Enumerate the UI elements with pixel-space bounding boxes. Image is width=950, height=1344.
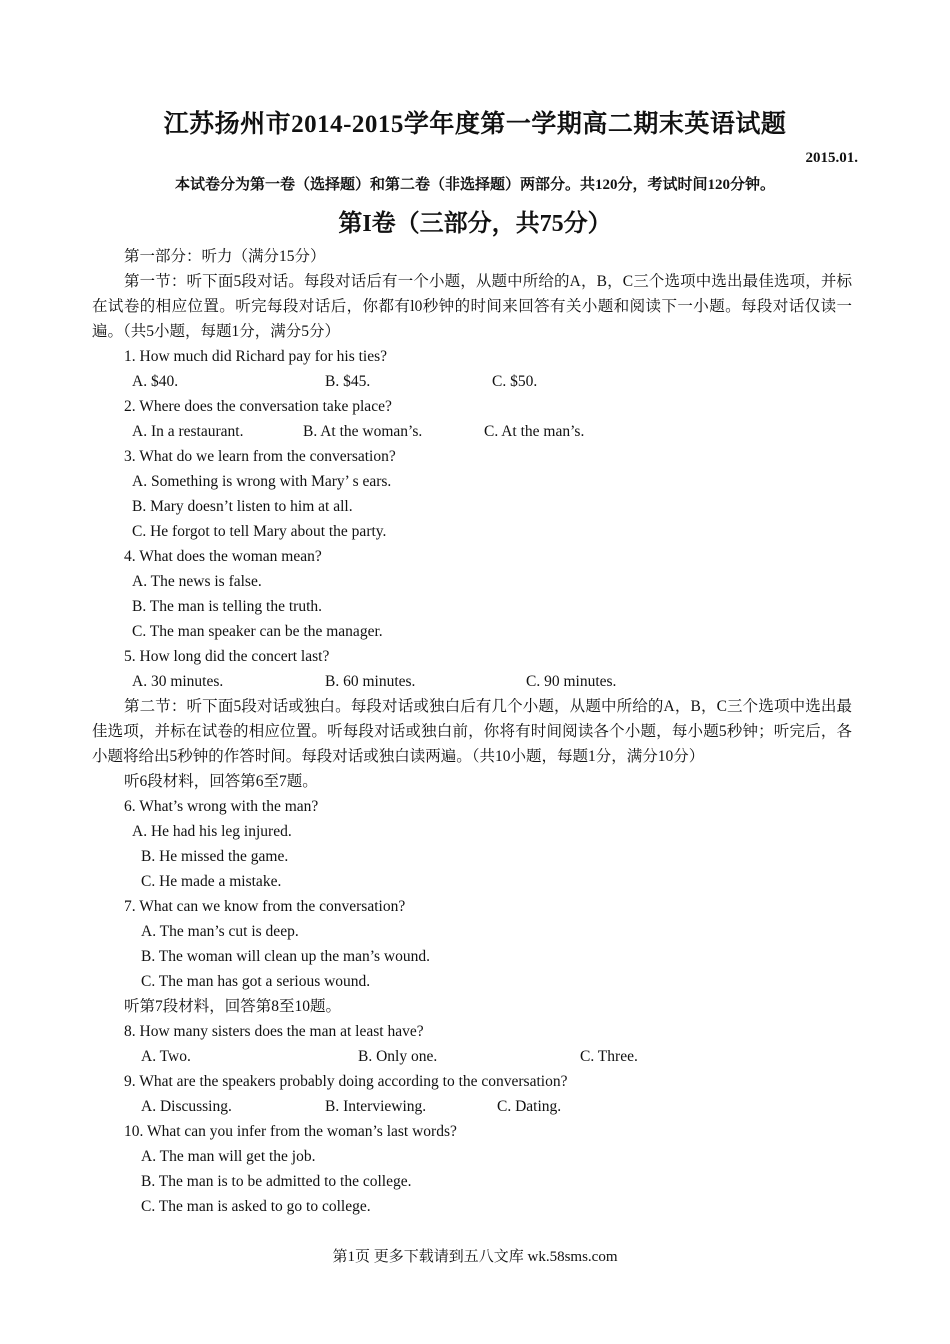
option-row	[92, 419, 852, 444]
option-a: A. He had his leg injured.	[132, 823, 292, 840]
question-stem: 7. What can we know from the conversation?	[124, 898, 406, 915]
option-a: A. 30 minutes.	[132, 673, 224, 690]
option-row	[92, 369, 852, 394]
option-row	[92, 669, 852, 694]
option-a: A. The man’s cut is deep.	[141, 923, 299, 940]
option-c: C. 90 minutes.	[526, 673, 617, 690]
question-stem: 10. What can you infer from the woman’s last words?	[124, 1123, 457, 1140]
question-stem: 6. What’s wrong with the man?	[124, 798, 319, 815]
option-c: C. He made a mistake.	[141, 873, 282, 890]
option-b: B. Only one.	[358, 1048, 438, 1065]
option-row	[92, 1044, 852, 1069]
part-title: 第I卷（三部分，共75分）	[338, 211, 612, 237]
exam-intro: 本试卷分为第一卷（选择题）和第二卷（非选择题）两部分。共120分，考试时间120分钟。	[174, 177, 775, 193]
section-instructions: 第一节：听下面5段对话。每段对话后有一个小题，从题中所给的A，B，C三个选项中选出最佳选项，并标在试卷的相应位置。听完每段对话后，你都有l0秒钟的时间来回答有关小题和阅读下一小题。每段对话仅读一遍。（共5小题，每题1分，满分5分）	[92, 273, 852, 340]
section-heading: 第一部分：听力（满分15分）	[124, 248, 326, 265]
option-a: A. The man will get the job.	[141, 1148, 316, 1165]
page-footer: 第1页 更多下载请到五八文库 wk.58sms.com	[332, 1249, 618, 1265]
option-b: B. The woman will clean up the man’s wound.	[141, 948, 430, 965]
option-c: C. At the man’s.	[484, 423, 585, 440]
question-stem: 4. What does the woman mean?	[124, 548, 322, 565]
option-a: A. Discussing.	[141, 1098, 232, 1115]
material-note: 听6段材料，回答第6至7题。	[124, 773, 318, 790]
question-stem: 3. What do we learn from the conversation?	[124, 448, 396, 465]
option-b: B. He missed the game.	[141, 848, 289, 865]
option-c: C. The man has got a serious wound.	[141, 973, 371, 990]
question-stem: 9. What are the speakers probably doing according to the conversation?	[124, 1073, 568, 1090]
option-a: A. In a restaurant.	[132, 423, 244, 440]
option-c: C. The man is asked to go to college.	[141, 1198, 371, 1215]
option-row	[92, 1094, 852, 1119]
question-stem: 5. How long did the concert last?	[124, 648, 330, 665]
question-stem: 1. How much did Richard pay for his ties?	[124, 348, 388, 365]
option-b: B. The man is to be admitted to the college.	[141, 1173, 412, 1190]
option-b: B. 60 minutes.	[325, 673, 416, 690]
option-c: C. Three.	[580, 1048, 638, 1065]
option-c: C. He forgot to tell Mary about the party.	[132, 523, 387, 540]
question-stem: 2. Where does the conversation take place?	[124, 398, 392, 415]
question-stem: 8. How many sisters does the man at least have?	[124, 1023, 424, 1040]
option-c: C. $50.	[492, 373, 538, 390]
option-a: A. Two.	[141, 1048, 191, 1065]
option-a: A. The news is false.	[132, 573, 262, 590]
option-b: B. The man is telling the truth.	[132, 598, 322, 615]
option-b: B. $45.	[325, 373, 371, 390]
option-c: C. The man speaker can be the manager.	[132, 623, 383, 640]
option-b: B. Interviewing.	[325, 1098, 427, 1115]
option-b: B. Mary doesn’t listen to him at all.	[132, 498, 353, 515]
option-b: B. At the woman’s.	[303, 423, 423, 440]
material-note: 听第7段材料，回答第8至10题。	[124, 998, 342, 1015]
exam-date: 2015.01.	[805, 150, 858, 166]
option-a: A. Something is wrong with Mary’ s ears.	[132, 473, 392, 490]
option-c: C. Dating.	[497, 1098, 562, 1115]
page-title: 江苏扬州市2014-2015学年度第一学期高二期末英语试题	[163, 111, 787, 138]
section-instructions: 第二节：听下面5段对话或独白。每段对话或独白后有几个小题，从题中所给的A，B，C三个选项中选出最佳选项，并标在试卷的相应位置。听每段对话或独白前，你将有时间阅读各个小题，每小题5秒钟；听完后，各小题将给出5秒钟的作答时间。每段对话或独白读两遍。（共10小题，每题1分，满分10分）	[92, 698, 852, 765]
document-body	[92, 244, 852, 1219]
option-a: A. $40.	[132, 373, 179, 390]
